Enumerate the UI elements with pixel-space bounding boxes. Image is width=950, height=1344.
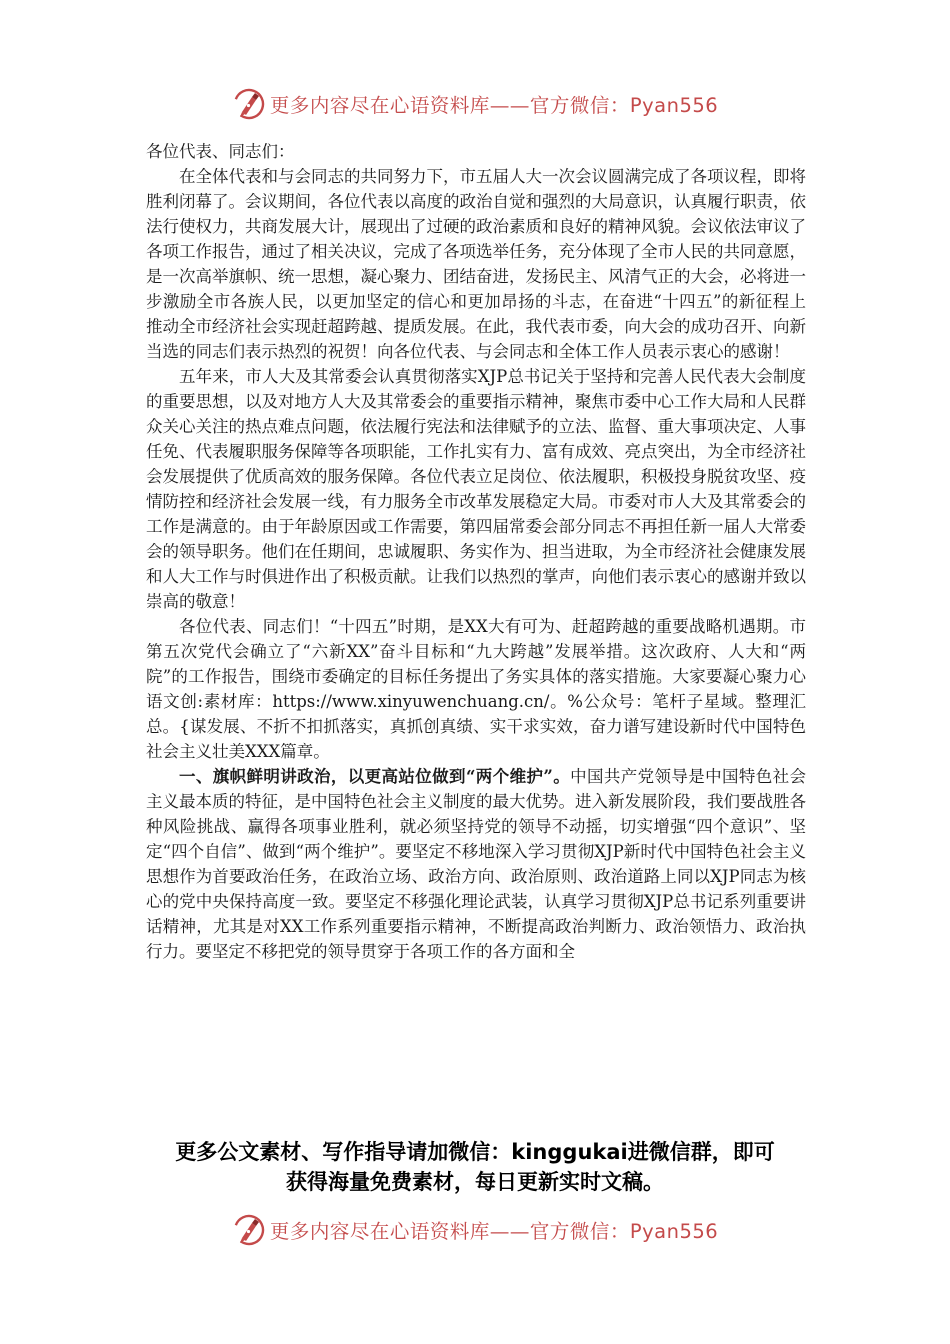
footer-banner-separator: —— — [489, 1220, 530, 1243]
footer-banner-wechat-id: Pyan556 — [629, 1220, 719, 1243]
paragraph-4-body: 中国共产党领导是中国特色社会主义最本质的特征，是中国特色社会主义制度的最大优势。进入新发展阶段，我们要战胜各种风险挑战、赢得各项事业胜利，就必须坚持党的领导不动摇，切实增强“四个意识”、坚定“四个自信”、做到“两个维护”。要坚定不移地深入学习贯彻XJP新时代中国特色社会主义思想作为首要政治任务，在政治立场、政治方向、政治原则、政治道路上同以XJP同志为核心的党中央保持高度一致。要坚定不移强化理论武装，认真学习贯彻XJP总书记系列重要讲话精神，尤其是对XX工作系列重要指示精神，不断提高政治判断力、政治领悟力、政治执行力。要坚定不移把党的领导贯穿于各项工作的各方面和全 — [146, 767, 807, 961]
header-banner-wechat-id: Pyan556 — [629, 94, 719, 117]
footer-banner — [0, 1210, 950, 1250]
document-body — [146, 139, 806, 964]
footer-banner-contact: 官方微信： — [529, 1220, 630, 1243]
header-banner-separator: —— — [489, 94, 530, 117]
pen-nib-logo-icon — [232, 87, 266, 121]
paragraph-2: 五年来，市人大及其常委会认真贯彻落实XJP总书记关于坚持和完善人民代表大会制度的重要思想，以及对地方人大及其常委会的重要指示精神，聚焦市委中心工作大局和人民群众关心关注的热点难点问题，依法履行宪法和法律赋予的立法、监督、重大事项决定、人事任免、代表履职服务保障等各项职能，工作扎实有力、富有成效、亮点突出，为全市经济社会发展提供了优质高效的服务保障。各位代表立足岗位、依法履职，积极投身脱贫攻坚、疫情防控和经济社会发展一线，有力服务全市改革发展稳定大局。市委对市人大及其常委会的工作是满意的。由于年龄原因或工作需要，第四届常委会部分同志不再担任新一届人大常委会的领导职务。他们在任期间，忠诚履职、务实作为、担当进取，为全市经济社会健康发展和人大工作与时俱进作出了积极贡献。让我们以热烈的掌声，向他们表示衷心的感谢并致以崇高的敬意！ — [146, 367, 806, 611]
pen-nib-logo-icon — [232, 1213, 266, 1247]
footer-banner-text — [270, 1216, 718, 1244]
footer-promo-line-1: 更多公文素材、写作指导请加微信：kinggukai进微信群，即可 — [175, 1140, 775, 1164]
footer-promo-line-2: 获得海量免费素材，每日更新实时文稿。 — [286, 1170, 664, 1194]
header-banner-contact: 官方微信： — [529, 94, 630, 117]
paragraph-4 — [146, 764, 806, 964]
paragraph-1: 在全体代表和与会同志的共同努力下，市五届人大一次会议圆满完成了各项议程，即将胜利闭幕了。会议期间，各位代表以高度的政治自觉和强烈的大局意识，认真履行职责，依法行使权力，共商发展大计，展现出了过硬的政治素质和良好的精神风貌。会议依法审议了各项工作报告，通过了相关决议，完成了各项选举任务，充分体现了全市人民的共同意愿，是一次高举旗帜、统一思想，凝心聚力、团结奋进，发扬民主、风清气正的大会，必将进一步激励全市各族人民，以更加坚定的信心和更加昂扬的斗志，在奋进“十四五”的新征程上推动全市经济社会实现赶超跨越、提质发展。在此，我代表市委，向大会的成功召开、向新当选的同志们表示热烈的祝贺！向各位代表、与会同志和全体工作人员表示衷心的感谢！ — [146, 167, 806, 361]
salutation: 各位代表、同志们： — [146, 142, 295, 161]
paragraph-3: 各位代表、同志们！“十四五”时期，是XX大有可为、赶超跨越的重要战略机遇期。市第五次党代会确立了“六新XX”奋斗目标和“九大跨越”发展举措。这次政府、人大和“两院”的工作报告，围绕市委确定的目标任务提出了务实具体的落实措施。大家要凝心聚力心语文创:素材库：https://www.xinyuwenchuang.cn/。%公众号：笔杆子星域。整理汇总。{谋发展、不折不扣抓落实，真抓创真绩、实干求实效，奋力谱写建设新时代中国特色社会主义壮美XXX篇章。 — [146, 617, 806, 761]
header-banner-text — [270, 90, 718, 118]
header-banner-title: 更多内容尽在心语资料库 — [269, 94, 490, 117]
section-heading-1: 一、旗帜鲜明讲政治，以更高站位做到“两个维护”。 — [179, 767, 571, 786]
header-banner — [0, 84, 950, 124]
footer-promo-note — [100, 1137, 850, 1197]
footer-banner-title: 更多内容尽在心语资料库 — [269, 1220, 490, 1243]
